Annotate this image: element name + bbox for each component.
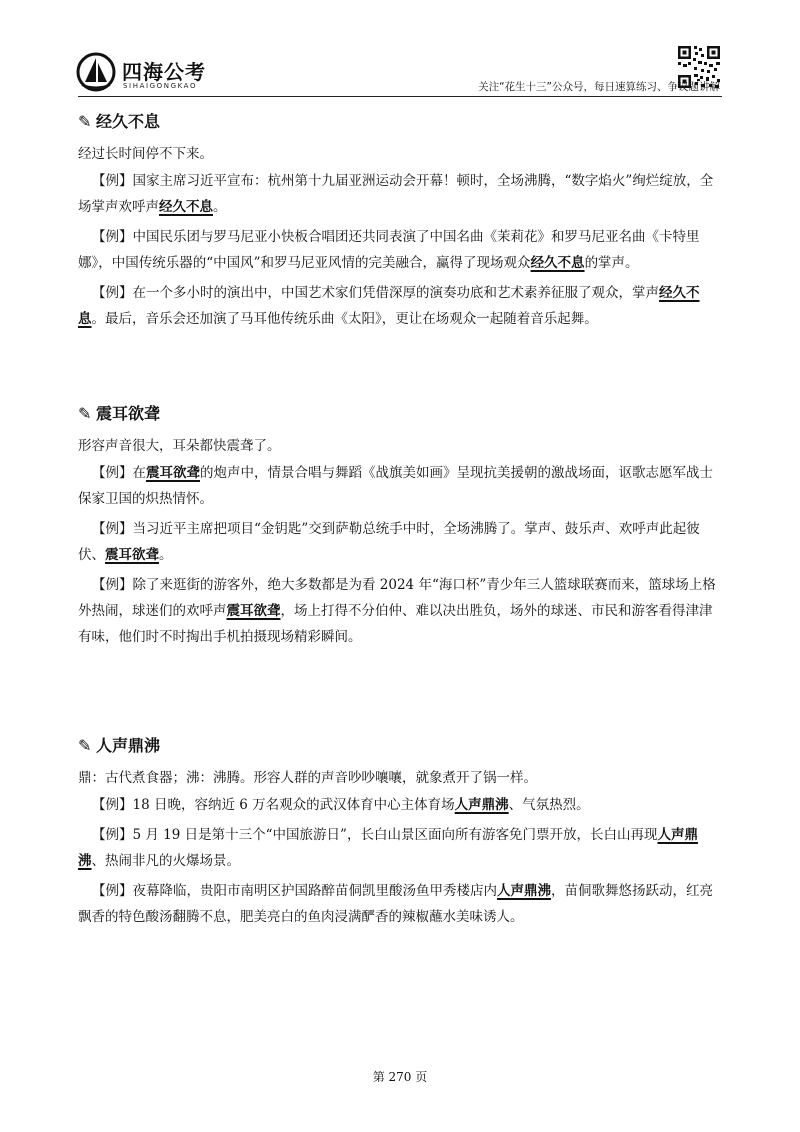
sailboat-logo-icon: [76, 52, 116, 92]
example-paragraph: 【例】在震耳欲聋的炮声中，情景合唱与舞蹈《战旗美如画》呈现抗美援朝的激战场面，讴歌志愿军战士保家卫国的炽热情怀。: [78, 465, 713, 507]
pencil-icon: ✎: [78, 112, 92, 131]
header-tagline: 关注“花生十三”公众号，每日速算练习、争议题讲解: [478, 81, 720, 93]
idiom-title: 震耳欲聋: [96, 404, 161, 423]
highlighted-idiom: 人声鼎沸: [454, 797, 509, 813]
idiom-definition: 经过长时间停不下来。: [78, 146, 213, 162]
pencil-icon: ✎: [78, 404, 92, 423]
brand-logo: [76, 52, 226, 96]
highlighted-idiom: 经久不息: [78, 285, 700, 327]
example-paragraph: 【例】国家主席习近平宣布：杭州第十九届亚洲运动会开幕！顿时，全场沸腾，“数字焰火”绚烂绽放，全场掌声欢呼声经久不息。: [78, 173, 714, 215]
pencil-icon: ✎: [78, 736, 92, 755]
highlighted-idiom: 人声鼎沸: [78, 827, 698, 869]
idiom-title: 经久不息: [96, 112, 161, 131]
highlighted-idiom: 经久不息: [159, 199, 213, 215]
example-paragraph: 【例】夜幕降临，贵阳市南明区护国路醉苗侗凯里酸汤鱼甲秀楼店内人声鼎沸，苗侗歌舞悠扬跃动，红亮飘香的特色酸汤翻腾不息，肥美亮白的鱼肉浸满酽香的辣椒蘸水美味诱人。: [78, 883, 713, 925]
page-number: 第 270 页: [372, 1070, 428, 1084]
idiom-section: [78, 110, 724, 332]
idiom-definition: 鼎：古代煮食器；沸：沸腾。形容人群的声音吵吵嚷嚷，就象煮开了锅一样。: [78, 770, 537, 786]
highlighted-idiom: 人声鼎沸: [497, 883, 551, 899]
example-paragraph: 【例】中国民乐团与罗马尼亚小快板合唱团还共同表演了中国名曲《茉莉花》和罗马尼亚名曲《卡特里娜》，中国传统乐器的“中国风”和罗马尼亚风情的完美融合，赢得了现场观众经久不息的掌声。: [78, 229, 700, 271]
highlighted-idiom: 震耳欲聋: [226, 603, 281, 619]
example-paragraph: 【例】在一个多小时的演出中，中国艺术家们凭借深厚的演奏功底和艺术素养征服了观众，掌声经久不息。最后，音乐会还加演了马耳他传统乐曲《太阳》，更让在场观众一起随着音乐起舞。: [78, 285, 700, 327]
example-paragraph: 【例】18 日晚，容纳近 6 万名观众的武汉体育中心主体育场人声鼎沸、气氛热烈。: [92, 797, 590, 813]
idiom-section: [78, 734, 724, 930]
example-paragraph: 【例】当习近平主席把项目“金钥匙”交到萨勒总统手中时，全场沸腾了。掌声、鼓乐声、欢呼声此起彼伏、震耳欲聋。: [78, 521, 700, 563]
brand-name: 四海公考: [122, 60, 206, 84]
idiom-section: [78, 402, 724, 650]
highlighted-idiom: 经久不息: [530, 255, 585, 271]
highlighted-idiom: 震耳欲聋: [146, 465, 200, 481]
example-paragraph: 【例】5 月 19 日是第十三个“中国旅游日”，长白山景区面向所有游客免门票开放，长白山再现人声鼎沸、热闹非凡的火爆场景。: [78, 827, 698, 869]
example-paragraph: 【例】除了来逛街的游客外，绝大多数都是为看 2024 年“海口杯”青少年三人篮球联赛而来，篮球场上格外热闹，球迷们的欢呼声震耳欲聋，场上打得不分伯仲、难以决出胜负，场外的球迷、市民和游客看得津津有味，他们时不时掏出手机拍摄现场精彩瞬间。: [78, 577, 716, 645]
idiom-heading: [78, 402, 724, 426]
page-header: [0, 0, 800, 100]
idiom-definition: 形容声音很大，耳朵都快震聋了。: [78, 438, 281, 454]
highlighted-idiom: 震耳欲聋: [105, 547, 159, 563]
brand-subtitle: SIHAIGONGKAO: [123, 82, 198, 90]
idiom-heading: [78, 734, 724, 758]
header-divider: [78, 96, 722, 97]
idiom-title: 人声鼎沸: [96, 736, 161, 755]
idiom-heading: [78, 110, 724, 134]
